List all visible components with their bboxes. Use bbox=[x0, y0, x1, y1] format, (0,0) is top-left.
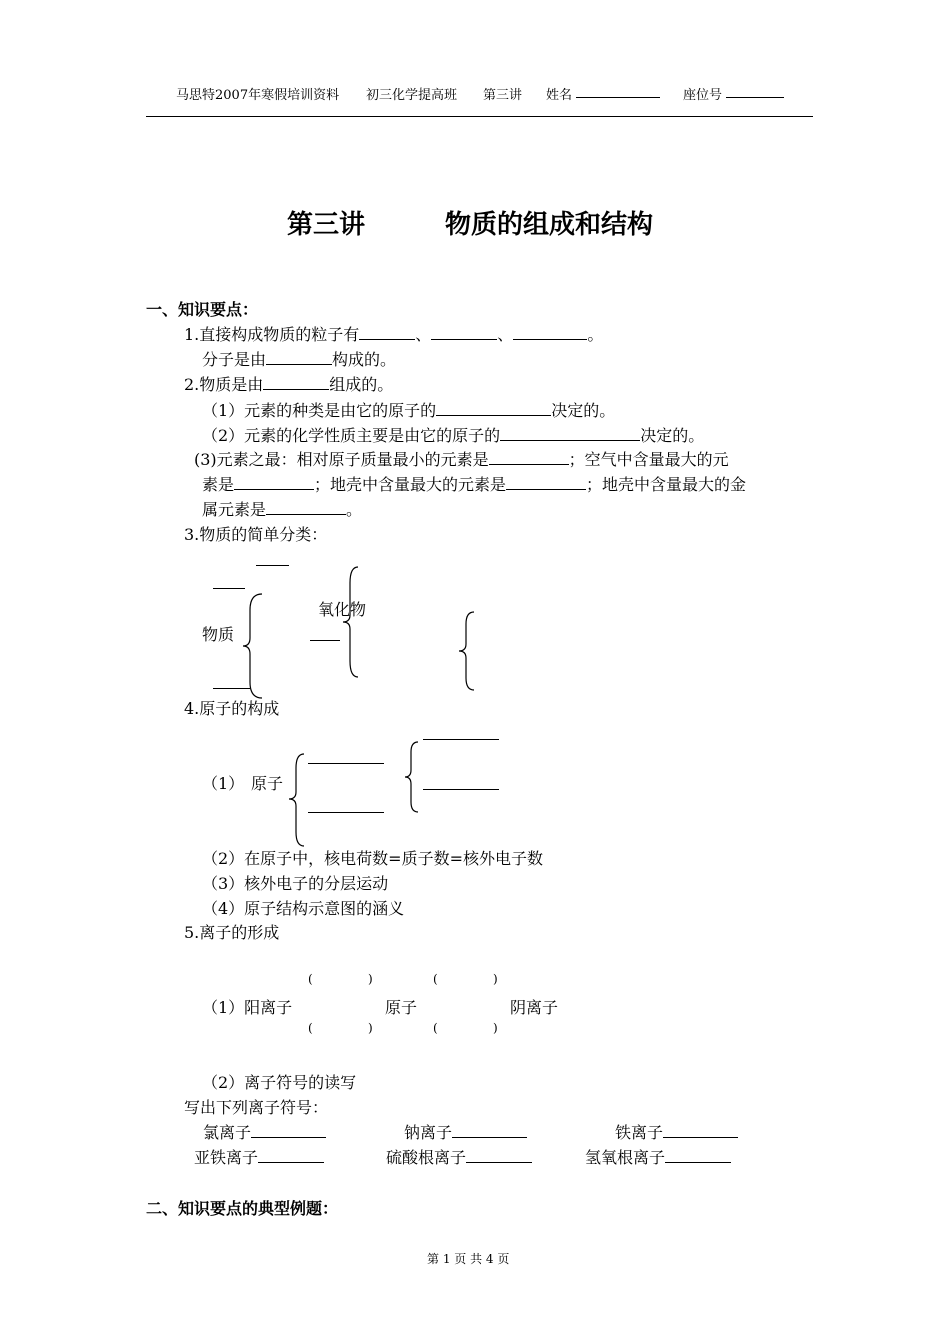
ion-label: 铁离子 bbox=[615, 1123, 664, 1142]
left-brace-icon bbox=[340, 565, 364, 680]
blank[interactable] bbox=[263, 373, 329, 390]
blank[interactable] bbox=[310, 640, 340, 641]
blank[interactable] bbox=[308, 812, 384, 813]
paren-open: ( bbox=[308, 972, 313, 986]
item-1-line-b bbox=[202, 347, 396, 370]
ion-iron-ii bbox=[194, 1145, 324, 1168]
blank[interactable] bbox=[436, 399, 551, 416]
text: (3)元素之最：相对原子质量最小的元素是 bbox=[194, 450, 489, 469]
period: 。 bbox=[587, 325, 604, 344]
blank[interactable] bbox=[308, 763, 384, 764]
paren-close: ) bbox=[493, 1021, 498, 1035]
item-3-title: 3.物质的简单分类： bbox=[184, 525, 328, 544]
text: ；空气中含量最大的元 bbox=[568, 450, 729, 469]
blank[interactable] bbox=[256, 565, 289, 566]
left-brace-icon bbox=[286, 752, 310, 848]
paren-close: ) bbox=[493, 972, 498, 986]
text: ；地壳中含量最大的元素是 bbox=[314, 475, 507, 494]
atom-label: 原子 bbox=[251, 774, 284, 793]
lecture-number: 第三讲 bbox=[287, 210, 366, 240]
write-ions-prompt: 写出下列离子符号： bbox=[184, 1098, 329, 1117]
text: 决定的。 bbox=[640, 426, 705, 445]
separator: 、 bbox=[415, 325, 432, 344]
item-4-point-1: （1） bbox=[202, 774, 245, 793]
ion-iron-iii bbox=[615, 1120, 738, 1143]
ion-hydroxide bbox=[585, 1145, 731, 1168]
section-2-heading: 二、知识要点的典型例题： bbox=[146, 1199, 339, 1218]
section-1-heading: 一、知识要点： bbox=[146, 300, 259, 319]
item-4-point-4: （4）原子结构示意图的涵义 bbox=[202, 899, 405, 918]
blank[interactable] bbox=[266, 498, 346, 515]
blank[interactable] bbox=[423, 739, 499, 740]
ion-sodium bbox=[404, 1120, 527, 1143]
text: ；地壳中含量最大的金 bbox=[586, 475, 747, 494]
item-2-point-2 bbox=[202, 423, 704, 446]
text: 决定的。 bbox=[551, 401, 616, 420]
header-rule bbox=[146, 116, 813, 117]
blank[interactable] bbox=[213, 588, 245, 589]
substance-label: 物质 bbox=[202, 625, 235, 644]
paren-close: ) bbox=[368, 972, 373, 986]
left-brace-icon bbox=[402, 740, 424, 814]
paren-close: ) bbox=[368, 1021, 373, 1035]
item-4-point-2: （2）在原子中，核电荷数=质子数=核外电子数 bbox=[202, 849, 543, 868]
blank[interactable] bbox=[431, 323, 497, 340]
blank[interactable] bbox=[452, 1121, 527, 1138]
seat-blank[interactable] bbox=[726, 97, 784, 98]
text: 2.物质是由 bbox=[184, 375, 264, 394]
paren-open: ( bbox=[433, 972, 438, 986]
ion-label: 氯离子 bbox=[203, 1123, 252, 1142]
item-2-point-3-line-a bbox=[194, 447, 729, 470]
blank[interactable] bbox=[234, 473, 314, 490]
text: （1）元素的种类是由它的原子的 bbox=[202, 401, 437, 420]
text: 素是 bbox=[202, 475, 235, 494]
page-title: 物质的组成和结构 bbox=[445, 210, 654, 240]
left-brace-icon bbox=[240, 592, 270, 700]
text: 属元素是 bbox=[202, 500, 267, 519]
blank[interactable] bbox=[500, 424, 640, 441]
text: 构成的。 bbox=[332, 350, 397, 369]
header-doc-title: 马思特2007年寒假培训资料 bbox=[176, 88, 340, 103]
blank[interactable] bbox=[466, 1146, 532, 1163]
item-4-point-3: （3）核外电子的分层运动 bbox=[202, 874, 389, 893]
header-lecture: 第三讲 bbox=[483, 88, 523, 103]
item-2-point-3-line-b bbox=[202, 472, 746, 495]
item-1-text: 1.直接构成物质的粒子有 bbox=[184, 325, 360, 344]
left-brace-icon bbox=[456, 610, 480, 692]
paren-open: ( bbox=[308, 1021, 313, 1035]
text: （2）元素的化学性质主要是由它的原子的 bbox=[202, 426, 501, 445]
blank[interactable] bbox=[266, 348, 332, 365]
blank[interactable] bbox=[251, 1121, 326, 1138]
blank[interactable] bbox=[423, 789, 499, 790]
blank[interactable] bbox=[513, 323, 587, 340]
item-1-line-a bbox=[184, 322, 603, 345]
atom-label: 原子 bbox=[385, 998, 418, 1017]
blank[interactable] bbox=[665, 1146, 731, 1163]
text: 。 bbox=[346, 500, 363, 519]
blank[interactable] bbox=[489, 448, 569, 465]
blank[interactable] bbox=[258, 1146, 324, 1163]
ion-sulfate bbox=[386, 1145, 532, 1168]
item-5-title: 5.离子的形成 bbox=[184, 923, 280, 942]
item-2-line-a bbox=[184, 372, 393, 395]
text: 分子是由 bbox=[202, 350, 267, 369]
separator: 、 bbox=[497, 325, 514, 344]
page-footer: 第 1 页 共 4 页 bbox=[427, 1252, 510, 1266]
oxide-label: 氧化物 bbox=[318, 600, 367, 619]
item-2-point-3-line-c bbox=[202, 497, 362, 520]
header-name-label: 姓名 bbox=[546, 88, 573, 103]
item-5-point-2: （2）离子符号的读写 bbox=[202, 1073, 357, 1092]
header-seat-label: 座位号 bbox=[683, 88, 723, 103]
header-class: 初三化学提高班 bbox=[366, 88, 458, 103]
ion-label: 亚铁离子 bbox=[194, 1148, 259, 1167]
paren-open: ( bbox=[433, 1021, 438, 1035]
name-blank[interactable] bbox=[576, 97, 660, 98]
cation-label: （1）阳离子 bbox=[202, 998, 293, 1017]
anion-label: 阴离子 bbox=[510, 998, 559, 1017]
text: 组成的。 bbox=[329, 375, 394, 394]
item-2-point-1 bbox=[202, 398, 615, 421]
ion-label: 硫酸根离子 bbox=[386, 1148, 467, 1167]
ion-chloride bbox=[203, 1120, 326, 1143]
blank[interactable] bbox=[663, 1121, 738, 1138]
blank[interactable] bbox=[506, 473, 586, 490]
ion-label: 氢氧根离子 bbox=[585, 1148, 666, 1167]
ion-label: 钠离子 bbox=[404, 1123, 453, 1142]
blank[interactable] bbox=[359, 323, 415, 340]
item-4-title: 4.原子的构成 bbox=[184, 699, 280, 718]
